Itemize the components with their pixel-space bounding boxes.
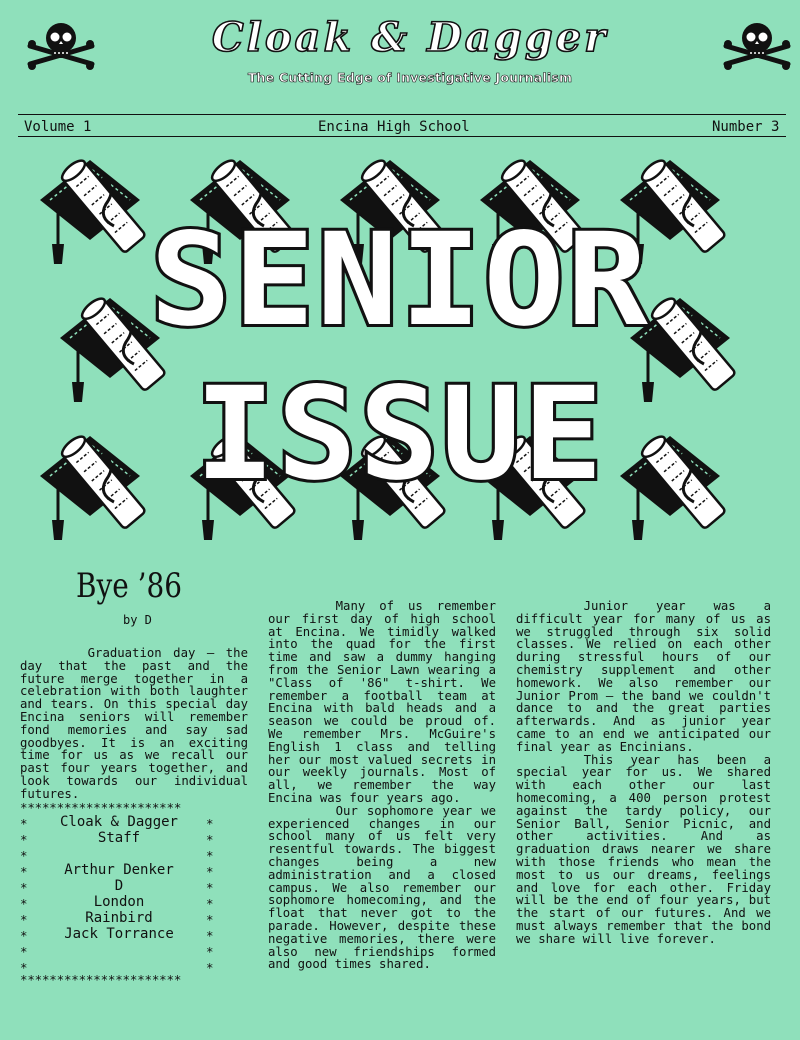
banner-line-1: SENIOR xyxy=(150,206,650,355)
staff-box xyxy=(20,800,216,986)
masthead-rule-bottom xyxy=(18,136,786,137)
article-column-2 xyxy=(268,600,496,971)
newspaper-title: Cloak & Dagger xyxy=(211,14,609,61)
staff-box-border-right: * * * * * * * * * * xyxy=(206,816,214,975)
article-title: Bye ’86 xyxy=(76,566,182,606)
staff-box-border-left: * * * * * * * * * * xyxy=(20,816,28,975)
staff-subheading: Staff xyxy=(97,830,141,846)
staff-member: London xyxy=(93,894,145,910)
staff-member: Rainbird xyxy=(85,910,153,926)
skull-crossbones-icon xyxy=(26,16,96,76)
staff-member: D xyxy=(114,878,124,894)
masthead-rule-top xyxy=(18,114,786,115)
article-paragraph: Our sophomore year we experienced changes in our school many of us felt very resentful towards. The biggest changes being a new administration and a closed campus. We also remember our sophomore homecoming, and the float that never got to the parade. However, despite these negative memories, there were also new friendships formed and good times shared. xyxy=(268,803,496,972)
school-name: Encina High School xyxy=(318,119,470,135)
article-paragraph: This year has been a special year for us. We shared with each other our last homecoming, a 400 person protest against the tardy policy, our Senior Ball, Senior Picnic, and other activities. And as graduation draws nearer we share with those friends who mean the most to us our dreams, feelings and love for each other. Friday will be the end of four years, but the start of our futures. And we must always remember that the bond we share will live forever. xyxy=(516,752,771,946)
staff-member: Jack Torrance xyxy=(64,926,174,942)
article-column-3 xyxy=(516,600,771,946)
article-paragraph: Junior year was a difficult year for many of us as we struggled through six solid classes. We relied on each other during stressful hours of our chemistry supplement and other homework. We also remember our Junior Prom – the band we couldn't dance to and the great parties afterwards. And as junior year came to an end we anticipated our final year as Encinians. xyxy=(516,599,771,754)
staff-member: Arthur Denker xyxy=(64,862,174,878)
banner-line-2: ISSUE xyxy=(195,360,605,509)
volume-label: Volume 1 xyxy=(24,119,92,135)
staff-heading: Cloak & Dagger xyxy=(59,814,178,830)
newspaper-tagline: The Cutting Edge of Investigative Journalism xyxy=(247,70,573,85)
senior-issue-banner xyxy=(40,148,760,560)
staff-box-border-top: ********************** xyxy=(20,800,182,815)
article-column-1 xyxy=(20,647,248,801)
article-paragraph: Many of us remember our first day of high school at Encina. We timidly walked into the quad for the first time and saw a dummy hanging from the Senior Lawn wearing a "Class of '86" t-shirt. We remember a football team at Encina with bald heads and a season we could be proud of. We remember Mrs. McGuire's English 1 class and telling her our most valued secrets in our weekly journals. Most of all, we remember the way Encina was four years ago. xyxy=(268,599,496,805)
issue-number: Number 3 xyxy=(712,119,780,135)
skull-crossbones-icon xyxy=(722,16,792,76)
article-paragraph: Graduation day – the day that the past and the future merge together in a celebration with both laughter and tears. On this special day Encina seniors will remember fond memories and say sad goodbyes. It is an exciting time for us as we recall our past four years together, and look towards our individual futures. xyxy=(20,646,248,801)
article-byline: by D xyxy=(123,613,152,627)
staff-box-border-bottom: ********************** xyxy=(20,972,182,987)
